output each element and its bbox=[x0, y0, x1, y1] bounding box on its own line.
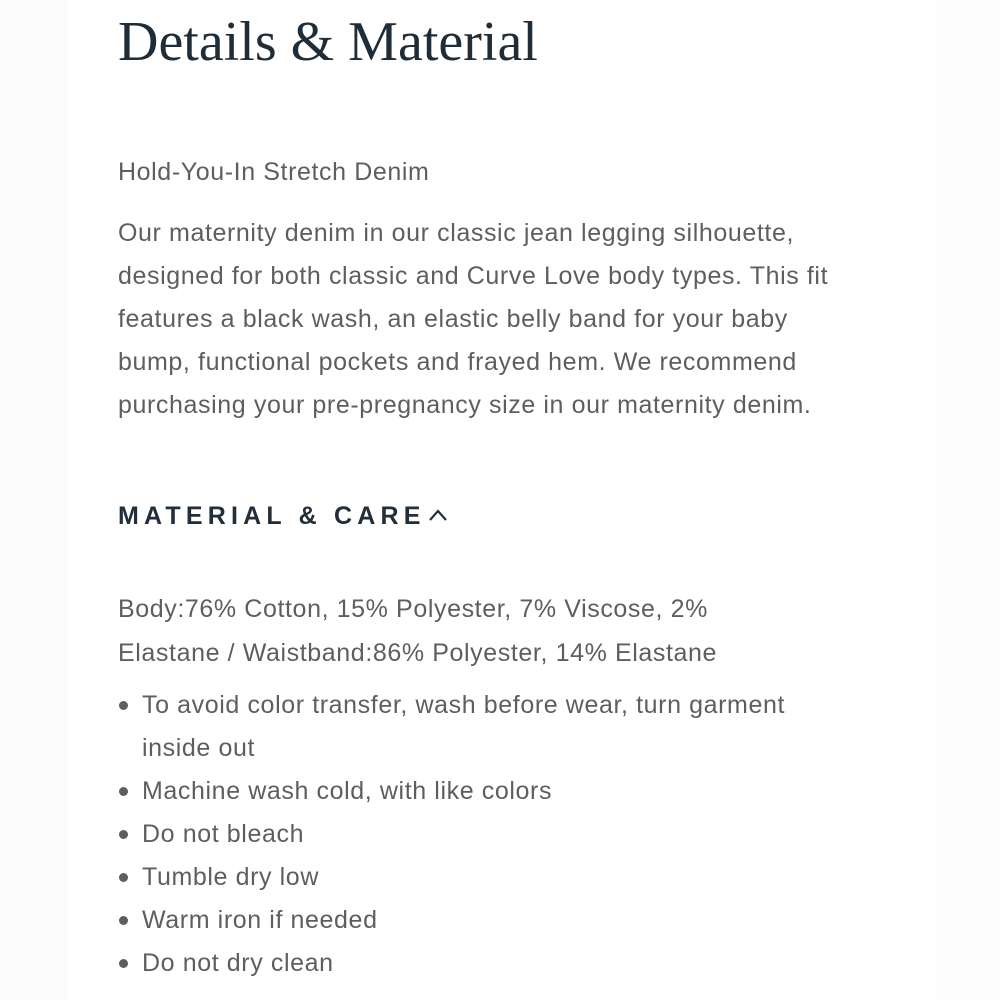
description-line: purchasing your pre-pregnancy size in our maternity denim. bbox=[118, 391, 812, 419]
background-strip-right bbox=[935, 0, 1000, 1000]
product-name: Hold-You-In Stretch Denim bbox=[118, 158, 430, 186]
composition-line: Elastane / Waistband:86% Polyester, 14% Elastane bbox=[118, 639, 718, 667]
chevron-up-icon[interactable] bbox=[428, 508, 448, 522]
care-item bbox=[118, 942, 882, 985]
care-instructions-list bbox=[118, 684, 882, 985]
background-strip-left bbox=[0, 0, 68, 1000]
bullet-icon bbox=[119, 873, 128, 882]
bullet-icon bbox=[119, 787, 128, 796]
bullet-icon bbox=[119, 959, 128, 968]
care-item bbox=[118, 856, 882, 899]
description-line: features a black wash, an elastic belly band for your baby bbox=[118, 305, 788, 333]
page-title: Details & Material bbox=[118, 11, 538, 73]
care-item bbox=[118, 684, 882, 770]
care-item-text: Do not dry clean bbox=[142, 949, 334, 977]
care-item bbox=[118, 813, 882, 856]
product-description bbox=[118, 212, 908, 427]
description-line: bump, functional pockets and frayed hem. We recommend bbox=[118, 348, 797, 376]
bullet-icon bbox=[119, 916, 128, 925]
bullet-icon bbox=[119, 830, 128, 839]
description-line: designed for both classic and Curve Love body types. This fit bbox=[118, 262, 829, 290]
care-item-text: Tumble dry low bbox=[142, 863, 319, 891]
composition-line: Body:76% Cotton, 15% Polyester, 7% Viscose, 2% bbox=[118, 595, 708, 623]
care-item-text: Do not bleach bbox=[142, 820, 305, 848]
care-item-text: To avoid color transfer, wash before wear, turn garment bbox=[142, 691, 786, 719]
care-item bbox=[118, 770, 882, 813]
material-care-toggle[interactable] bbox=[118, 502, 448, 531]
material-composition bbox=[118, 587, 717, 675]
care-item-text: Warm iron if needed bbox=[142, 906, 378, 934]
care-item bbox=[118, 899, 882, 942]
material-care-heading: MATERIAL & CARE bbox=[118, 502, 426, 530]
care-item-text: inside out bbox=[142, 734, 256, 762]
care-item-text: Machine wash cold, with like colors bbox=[142, 777, 553, 805]
description-line: Our maternity denim in our classic jean legging silhouette, bbox=[118, 219, 795, 247]
bullet-icon bbox=[119, 701, 128, 710]
